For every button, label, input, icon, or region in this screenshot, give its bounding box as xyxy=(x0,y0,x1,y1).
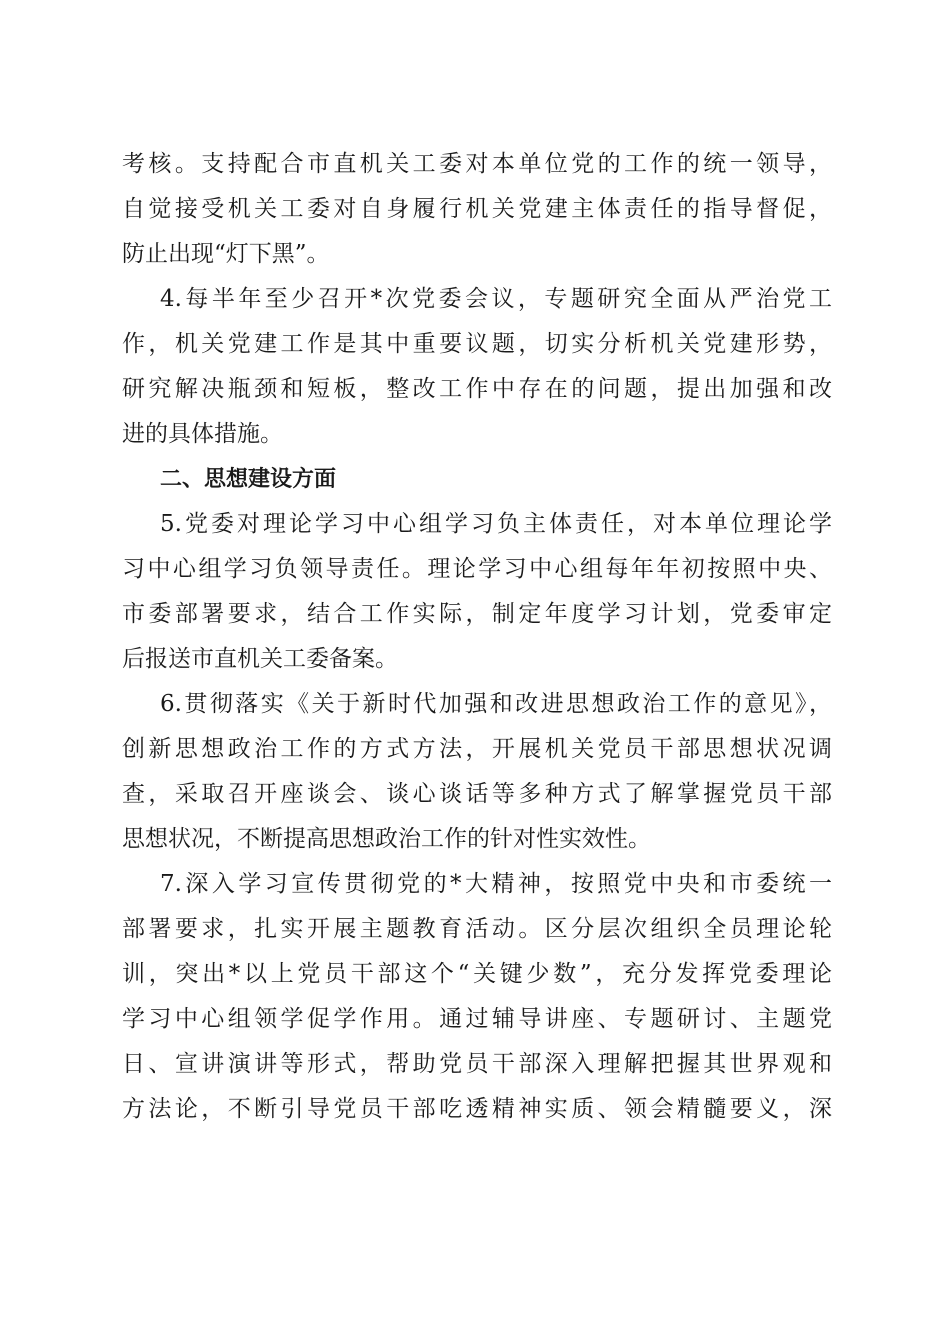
text-line: 市委部署要求，结合工作实际，制定年度学习计划，党委审定 xyxy=(122,601,832,627)
text-line: 作，机关党建工作是其中重要议题，切实分析机关党建形势， xyxy=(122,331,832,357)
section-heading: 二、思想建设方面 xyxy=(160,467,337,492)
text-line: 学习中心组领学促学作用。通过辅导讲座、专题研讨、主题党 xyxy=(122,1006,832,1032)
paragraph-item-7 xyxy=(122,862,832,1132)
text-line: 习中心组学习负领导责任。理论学习中心组每年年初按照中央、 xyxy=(122,556,832,582)
text-line: 查，采取召开座谈会、谈心谈话等多种方式了解掌握党员干部 xyxy=(122,781,832,807)
document-body xyxy=(122,142,832,1132)
text-line: 思想状况，不断提高思想政治工作的针对性实效性。 xyxy=(122,826,651,852)
text-line: 研究解决瓶颈和短板，整改工作中存在的问题，提出加强和改 xyxy=(122,376,832,402)
text-line: 防止出现“灯下黑”。 xyxy=(122,241,330,267)
paragraph-continuation xyxy=(122,142,832,277)
text-line: 创新思想政治工作的方式方法，开展机关党员干部思想状况调 xyxy=(122,736,832,762)
text-line: 日、宣讲演讲等形式，帮助党员干部深入理解把握其世界观和 xyxy=(122,1051,832,1077)
text-line: 7.深入学习宣传贯彻党的*大精神，按照党中央和市委统一 xyxy=(160,871,832,897)
text-line: 训，突出*以上党员干部这个“关键少数”，充分发挥党委理论 xyxy=(122,961,832,987)
paragraph-item-6 xyxy=(122,682,832,862)
text-line: 5.党委对理论学习中心组学习负主体责任，对本单位理论学 xyxy=(160,511,832,537)
text-line: 部署要求，扎实开展主题教育活动。区分层次组织全员理论轮 xyxy=(122,916,832,942)
text-line: 6.贯彻落实《关于新时代加强和改进思想政治工作的意见》， xyxy=(160,691,832,717)
text-line: 进的具体措施。 xyxy=(122,421,283,447)
paragraph-item-4 xyxy=(122,277,832,457)
paragraph-item-5 xyxy=(122,502,832,682)
text-line: 考核。支持配合市直机关工委对本单位党的工作的统一领导， xyxy=(122,151,832,177)
text-line: 方法论，不断引导党员干部吃透精神实质、领会精髓要义，深 xyxy=(122,1096,832,1122)
text-line: 4.每半年至少召开*次党委会议，专题研究全面从严治党工 xyxy=(160,286,832,312)
text-line: 自觉接受机关工委对自身履行机关党建主体责任的指导督促， xyxy=(122,196,832,222)
text-line: 后报送市直机关工委备案。 xyxy=(122,646,398,672)
